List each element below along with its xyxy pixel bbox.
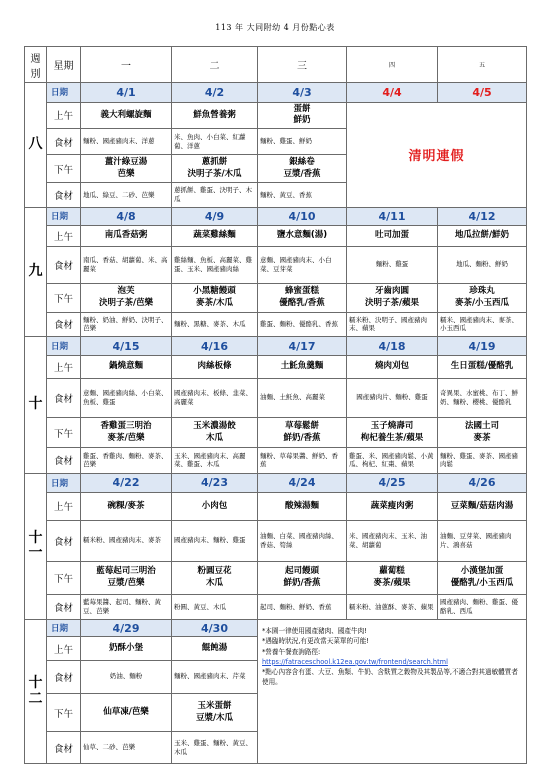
ingredients: 糯米粉、國產豬肉末、麥茶 [81,521,172,561]
ingredients: 油麵、豆芽菜、國產豬肉片、鴻喜菇 [438,521,527,561]
am-label: 上午 [47,492,81,520]
weekday-header: 星期 [47,47,81,83]
pm-snack: 法國土司 麥茶 [438,418,527,448]
date-cell: 4/12 [438,207,527,225]
ingredients: 麵粉、國產豬肉末、洋蔥 [81,128,172,154]
date-cell: 4/23 [172,473,258,492]
pm-snack: 藍莓起司三明治 豆漿/芭樂 [81,561,172,594]
date-cell: 4/11 [347,207,438,225]
date-label: 日期 [47,620,81,637]
am-snack: 餛飩湯 [172,637,258,660]
week-label: 九 [25,207,47,336]
note-change: *遇臨時狀況,有更改當天菜單的可能! [262,637,369,646]
ingredient-label: 食材 [47,521,81,561]
ingredients: 麵粉、奶油、鮮奶、決明子、芭樂 [81,312,172,336]
ingredients: 糯米粉、決明子、國產豬肉末、蘋果 [347,312,438,336]
pm-snack: 蘿蔔糕 麥茶/蘋果 [347,561,438,594]
ingredients: 米、國產豬肉末、玉米、油菜、胡蘿蔔 [347,521,438,561]
am-snack: 義大利螺旋麵 [81,102,172,128]
am-label: 上午 [47,356,81,378]
ingredients: 麵粉、雞蛋 [347,247,438,283]
ingredients: 麵粉、黑糖、麥茶、木瓜 [172,312,258,336]
date-label: 日期 [47,207,81,225]
ingredients: 麵粉、國產豬肉末、芹菜 [172,660,258,693]
date-cell: 4/10 [258,207,347,225]
am-snack: 鮮魚營養粥 [172,102,258,128]
week-label: 十 [25,337,47,473]
date-cell: 4/2 [172,83,258,102]
week-label: 八 [25,83,47,207]
date-cell: 4/19 [438,337,527,356]
lunch-lookup-link[interactable]: https://fatraceschool.k12ea.gov.tw/frontend/search.html [262,657,448,666]
date-cell: 4/26 [438,473,527,492]
pm-snack: 玉子燒壽司 枸杞養生茶/蘋果 [347,418,438,448]
pm-snack: 玉米濃湯餃 木瓜 [172,418,258,448]
day-thu: 四 [347,47,438,83]
am-snack: 小肉包 [172,492,258,520]
pm-snack: 粉圓豆花 木瓜 [172,561,258,594]
ingredients: 麵粉、黃豆、香蕉 [258,183,347,207]
notes-panel [258,620,527,764]
pm-snack: 薑汁綠豆湯 芭樂 [81,155,172,183]
am-snack: 燒肉刈包 [347,356,438,378]
pm-snack: 蜂蜜蛋糕 優酪乳/香蕉 [258,283,347,312]
pm-snack: 蔥抓餅 決明子茶/木瓜 [172,155,258,183]
date-label: 日期 [47,83,81,102]
am-snack: 碗粿/麥茶 [81,492,172,520]
ingredients: 奇異果、水蜜桃、布丁、鮮奶、麵粉、櫻桃、優酪乳 [438,378,527,417]
ingredients: 國產豬肉末、板條、韭菜、高麗菜 [172,378,258,417]
week-label: 十二 [25,620,47,764]
am-snack: 蔬菜雞絲麵 [172,225,258,246]
date-cell: 4/8 [81,207,172,225]
am-snack: 酸辣湯麵 [258,492,347,520]
pm-snack: 小漢堡加蛋 優酪乳/小玉西瓜 [438,561,527,594]
ingredients: 國產豬肉、麵粉、雞蛋、優酪乳、西瓜 [438,594,527,619]
date-cell-holiday: 4/5 [438,83,527,102]
am-snack: 生日蛋糕/優酪乳 [438,356,527,378]
date-cell: 4/24 [258,473,347,492]
am-label: 上午 [47,102,81,128]
pm-snack: 香雞蛋三明治 麥茶/芭樂 [81,418,172,448]
am-snack: 土魠魚羹麵 [258,356,347,378]
ingredients: 蔥抓餅、雞蛋、決明子、木瓜 [172,183,258,207]
ingredients: 奶油、麵粉 [81,660,172,693]
ingredients: 雞蛋、香雞肉、麵粉、麥茶、芭樂 [81,448,172,473]
ingredient-label: 食材 [47,732,81,764]
am-snack: 吐司加蛋 [347,225,438,246]
page-title: 113 年 大同附幼 4 月份點心表 [215,23,335,32]
am-snack: 蔬菜瘦肉粥 [347,492,438,520]
pm-label: 下午 [47,283,81,312]
ingredients: 藍莓果醬、起司、麵粉、黃豆、芭樂 [81,594,172,619]
day-tue: 二 [172,47,258,83]
note-lookup: *營養午餐查詢路徑: [262,647,321,656]
date-cell: 4/16 [172,337,258,356]
ingredient-label: 食材 [47,448,81,473]
date-cell: 4/17 [258,337,347,356]
date-cell: 4/9 [172,207,258,225]
pm-snack: 小黑糖饅頭 麥茶/木瓜 [172,283,258,312]
date-cell: 4/3 [258,83,347,102]
note-pork: *本園一律使用國產豬肉、國產牛肉! [262,627,367,636]
ingredients: 粉圓、黃豆、木瓜 [172,594,258,619]
date-cell-holiday: 4/4 [347,83,438,102]
ingredients: 麵粉、雞蛋、麥茶、國產豬肉鬆 [438,448,527,473]
ingredients: 雞蛋、麵粉、優酪乳、香蕉 [258,312,347,336]
ingredients: 雞蛋、米、國產豬肉鬆、小黃瓜、枸杞、紅棗、蘋果 [347,448,438,473]
date-cell: 4/18 [347,337,438,356]
ingredient-label: 食材 [47,594,81,619]
pm-snack: 草莓鬆餅 鮮奶/香蕉 [258,418,347,448]
ingredients: 南瓜、香菇、胡蘿蔔、米、高麗菜 [81,247,172,283]
pm-label: 下午 [47,694,81,732]
am-snack: 南瓜香菇粥 [81,225,172,246]
ingredient-label: 食材 [47,660,81,693]
ingredients: 雞絲麵、魚板、高麗菜、雞蛋、玉米、國產豬肉絲 [172,247,258,283]
date-label: 日期 [47,337,81,356]
am-label: 上午 [47,225,81,246]
ingredients: 地瓜、綠豆、二砂、芭樂 [81,183,172,207]
am-snack: 蛋餅 鮮奶 [258,102,347,128]
snack-menu-table [24,46,527,764]
ingredients: 油麵、白菜、國產豬肉絲、香菇、筍絲 [258,521,347,561]
ingredients: 麵粉、草莓果醬、鮮奶、香蕉 [258,448,347,473]
note-allergy: *點心內容含有蛋、大豆、魚類、牛奶、含麩質之穀物及其製品等,不適合對其過敏體質者使用。 [262,668,518,687]
date-cell: 4/22 [81,473,172,492]
am-snack: 鍋燒意麵 [81,356,172,378]
pm-snack: 銀絲卷 豆漿/香蕉 [258,155,347,183]
am-snack: 鹽水意麵(湯) [258,225,347,246]
ingredients: 地瓜、麵粉、鮮奶 [438,247,527,283]
ingredient-label: 食材 [47,247,81,283]
ingredients: 麵粉、雞蛋、鮮奶 [258,128,347,154]
am-label: 上午 [47,637,81,660]
am-snack: 地瓜拉餅/鮮奶 [438,225,527,246]
ingredients: 國產豬肉片、麵粉、雞蛋 [347,378,438,417]
date-cell: 4/15 [81,337,172,356]
pm-snack: 珍珠丸 麥茶/小玉西瓜 [438,283,527,312]
pm-snack: 牙齒肉圓 決明子茶/蘋果 [347,283,438,312]
pm-snack: 玉米蛋餅 豆漿/木瓜 [172,694,258,732]
ingredients: 起司、麵粉、鮮奶、香蕉 [258,594,347,619]
pm-label: 下午 [47,561,81,594]
day-wed: 三 [258,47,347,83]
ingredients: 米、魚肉、小白菜、紅蘿蔔、洋蔥 [172,128,258,154]
ingredients: 國產豬肉末、麵粉、雞蛋 [172,521,258,561]
pm-label: 下午 [47,418,81,448]
ingredients: 玉米、雞蛋、麵粉、黃豆、木瓜 [172,732,258,764]
holiday-notice: 清明連假 [347,102,527,207]
date-cell: 4/25 [347,473,438,492]
pm-label: 下午 [47,155,81,183]
date-cell: 4/1 [81,83,172,102]
week-header: 週別 [25,47,47,83]
am-snack: 肉絲板條 [172,356,258,378]
pm-snack: 泡芙 決明子茶/芭樂 [81,283,172,312]
pm-snack: 起司饅頭 鮮奶/香蕉 [258,561,347,594]
ingredients: 糯米粉、油蔥酥、麥茶、蘋果 [347,594,438,619]
ingredients: 仙草、二砂、芭樂 [81,732,172,764]
ingredients: 意麵、國產豬肉絲、小白菜、魚板、雞蛋 [81,378,172,417]
ingredient-label: 食材 [47,128,81,154]
day-mon: 一 [81,47,172,83]
ingredients: 糯米、國產豬肉末、麥茶、小玉西瓜 [438,312,527,336]
week-label: 十一 [25,473,47,620]
date-cell: 4/29 [81,620,172,637]
pm-snack: 仙草凍/芭樂 [81,694,172,732]
day-fri: 五 [438,47,527,83]
ingredient-label: 食材 [47,378,81,417]
date-cell: 4/30 [172,620,258,637]
ingredients: 意麵、國產豬肉末、小白菜、豆芽菜 [258,247,347,283]
ingredient-label: 食材 [47,312,81,336]
ingredient-label: 食材 [47,183,81,207]
ingredients: 玉米、國產豬肉末、高麗菜、雞蛋、木瓜 [172,448,258,473]
am-snack: 奶酥小堡 [81,637,172,660]
ingredients: 油麵、土魠魚、高麗菜 [258,378,347,417]
am-snack: 豆菜麵/菇菇肉湯 [438,492,527,520]
date-label: 日期 [47,473,81,492]
